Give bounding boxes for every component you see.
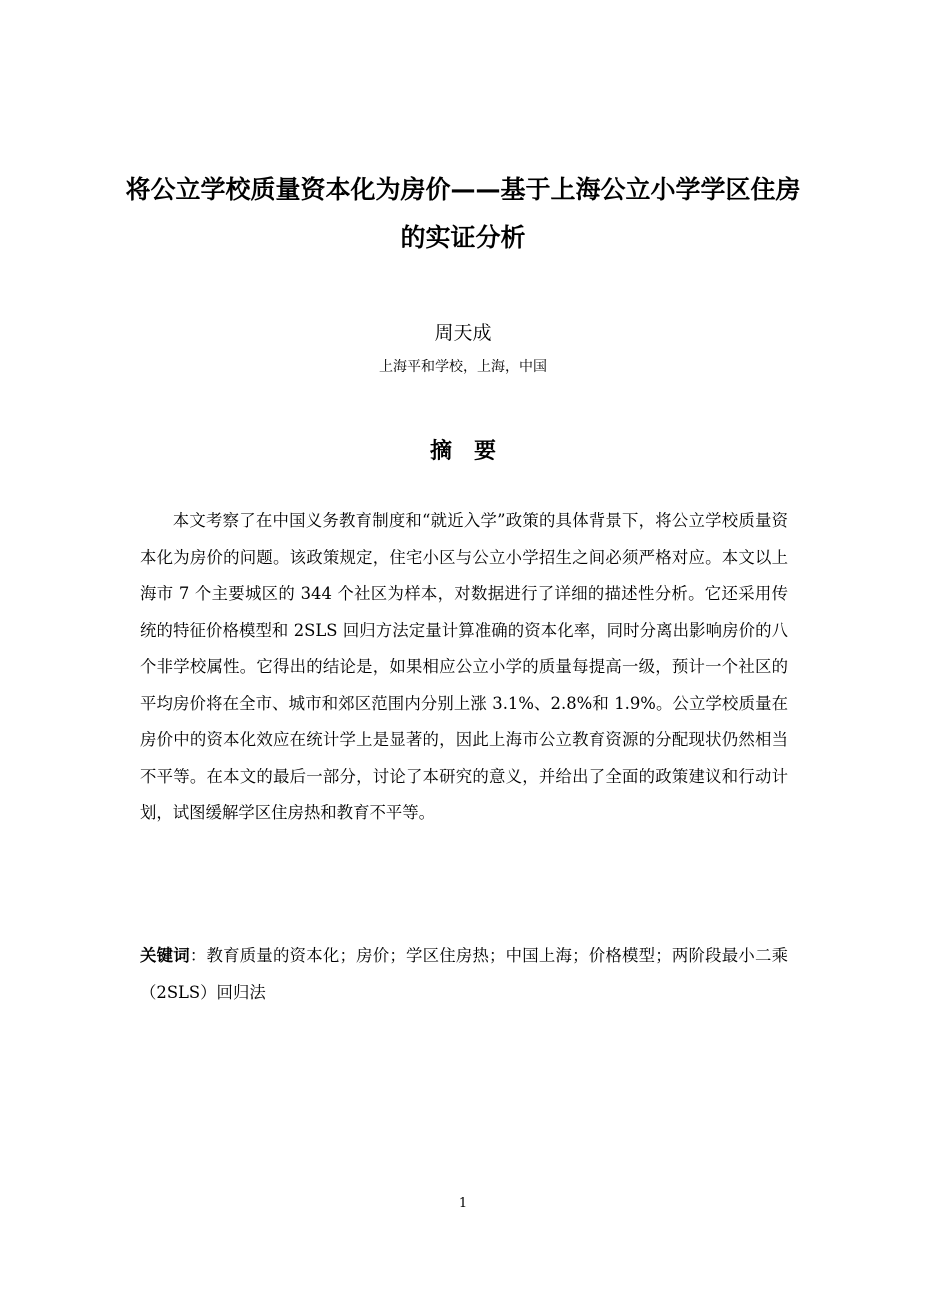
keywords-text: 教育质量的资本化；房价；学区住房热；中国上海；价格模型；两阶段最小二乘（2SLS）回归法 [140, 946, 789, 1002]
page-number: 1 [458, 1196, 468, 1211]
author-affiliation: 上海平和学校，上海，中国 [379, 359, 547, 375]
author-name: 周天成 [434, 322, 492, 344]
abstract-heading: 摘要 [429, 439, 518, 464]
keywords-paragraph [140, 938, 788, 1011]
keywords-label: 关键词 [140, 946, 190, 965]
abstract-paragraph: 本文考察了在中国义务教育制度和“就近入学”政策的具体背景下，将公立学校质量资本化为房价的问题。该政策规定，住宅小区与公立小学招生之间必须严格对应。本文以上海市 7 个主要城区的 344 个社区为样本，对数据进行了详细的描述性分析。它还采用传统的特征价格模型和 2SLS 回归方法定量计算准确的资本化率，同时分离出影响房价的八个非学校属性。它得出的结论是，如果相应公立小学的质量每提高一级，预计一个社区的平均房价将在全市、城市和郊区范围内分别上涨 3.1%、2.8%和 1.9%。公立学校质量在房价中的资本化效应在统计学上是显著的，因此上海市公立教育资源的分配现状仍然相当不平等。在本文的最后一部分，讨论了本研究的意义，并给出了全面的政策建议和行动计划，试图缓解学区住房热和教育不平等。 [140, 511, 788, 822]
keywords-separator: ： [189, 946, 207, 965]
paper-title: 将公立学校质量资本化为房价——基于上海公立小学学区住房的实证分析 [125, 175, 801, 252]
